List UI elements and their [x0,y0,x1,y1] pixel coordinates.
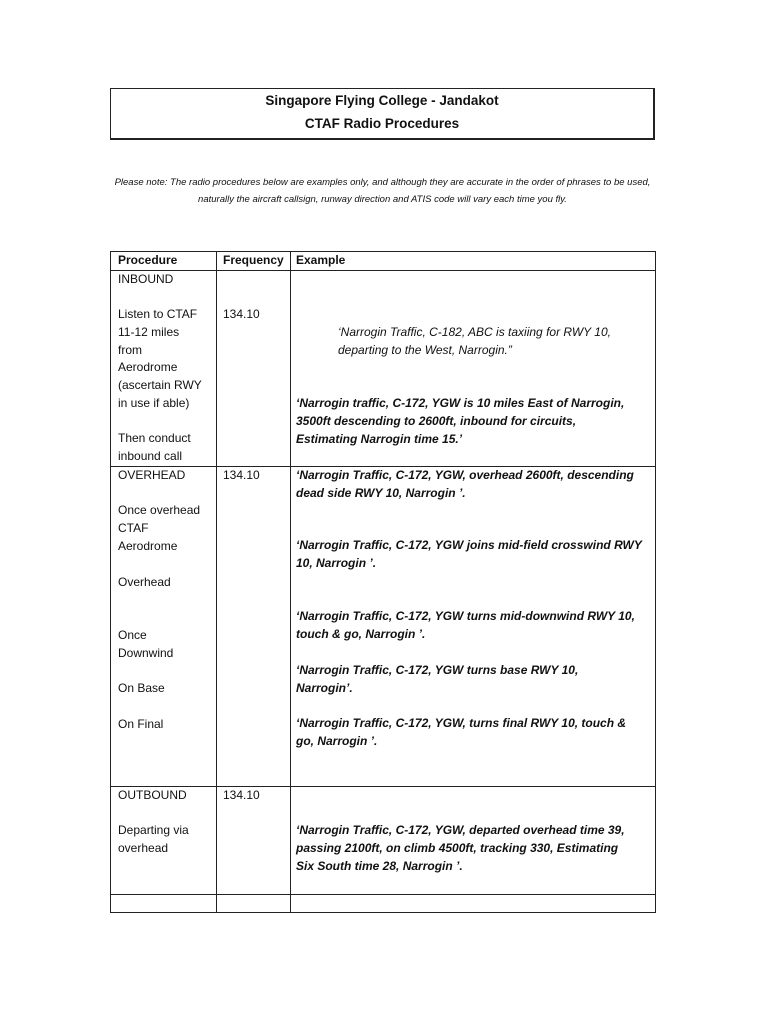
table-border-bottom [110,912,656,913]
outbound-example-departed: ‘Narrogin Traffic, C-172, YGW, departed overhead time 39, passing 2100ft, on climb 4500ft, tracking 330, Estimating Six South time 28, Narrogin ’. [296,823,625,873]
inbound-example-taxi: ‘Narrogin Traffic, C-182, ABC is taxiing for RWY 10, departing to the West, Narrogin.” [338,325,611,357]
overhead-example-final: ‘Narrogin Traffic, C-172, YGW, turns final RWY 10, touch & go, Narrogin ’. [296,716,627,748]
inbound-listen-instructions: Listen to CTAF 11-12 miles from Aerodrome (ascertain RWY in use if able) [118,307,202,410]
outbound-frequency: 134.10 [223,788,260,802]
overhead-example-base: ‘Narrogin Traffic, C-172, YGW turns base RWY 10, Narrogin’. [296,663,579,695]
overhead-overhead-step: Overhead [118,575,171,589]
column-divider-2 [290,251,291,913]
column-divider-1 [216,251,217,913]
overhead-once-downwind: Once Downwind [118,628,174,660]
overhead-label: OVERHEAD [118,468,186,482]
title-box [110,88,655,140]
outbound-row-divider [110,894,656,895]
table-border-left [110,251,111,913]
outbound-departing: Departing via overhead [118,823,189,855]
overhead-on-final: On Final [118,717,164,731]
overhead-example-crosswind: ‘Narrogin Traffic, C-172, YGW joins mid-field crosswind RWY 10, Narrogin ’. [296,538,642,570]
inbound-example-call: ‘Narrogin traffic, C-172, YGW is 10 miles East of Narrogin, 3500ft descending to 2600ft, inbound for circuits, Estimating Narrogin time 15.’ [296,396,625,446]
header-frequency: Frequency [223,253,284,267]
disclaimer-note: Please note: The radio procedures below are examples only, and although they are accurate in the order of phrases to be used, naturally the aircraft callsign, runway direction and ATIS code will vary each time you fly. [114,177,651,205]
inbound-frequency: 134.10 [223,307,260,321]
inbound-label: INBOUND [118,272,174,286]
inbound-conduct-call: Then conduct inbound call [118,431,191,463]
header-row-divider [110,270,656,271]
table-border-top [110,251,656,252]
college-title: Singapore Flying College - Jandakot [265,93,499,108]
header-procedure: Procedure [118,253,178,267]
overhead-frequency: 134.10 [223,468,260,482]
document-title: CTAF Radio Procedures [304,116,460,131]
table-border-right [655,251,656,913]
outbound-label: OUTBOUND [118,788,187,802]
overhead-on-base: On Base [118,681,165,695]
overhead-example-overhead: ‘Narrogin Traffic, C-172, YGW, overhead 2600ft, descending dead side RWY 10, Narrogin ’. [296,468,634,500]
overhead-example-downwind: ‘Narrogin Traffic, C-172, YGW turns mid-downwind RWY 10, touch & go, Narrogin ’. [296,609,635,641]
header-example: Example [296,253,346,267]
overhead-row-divider [110,786,656,787]
overhead-once-overhead: Once overhead CTAF Aerodrome [118,503,201,553]
